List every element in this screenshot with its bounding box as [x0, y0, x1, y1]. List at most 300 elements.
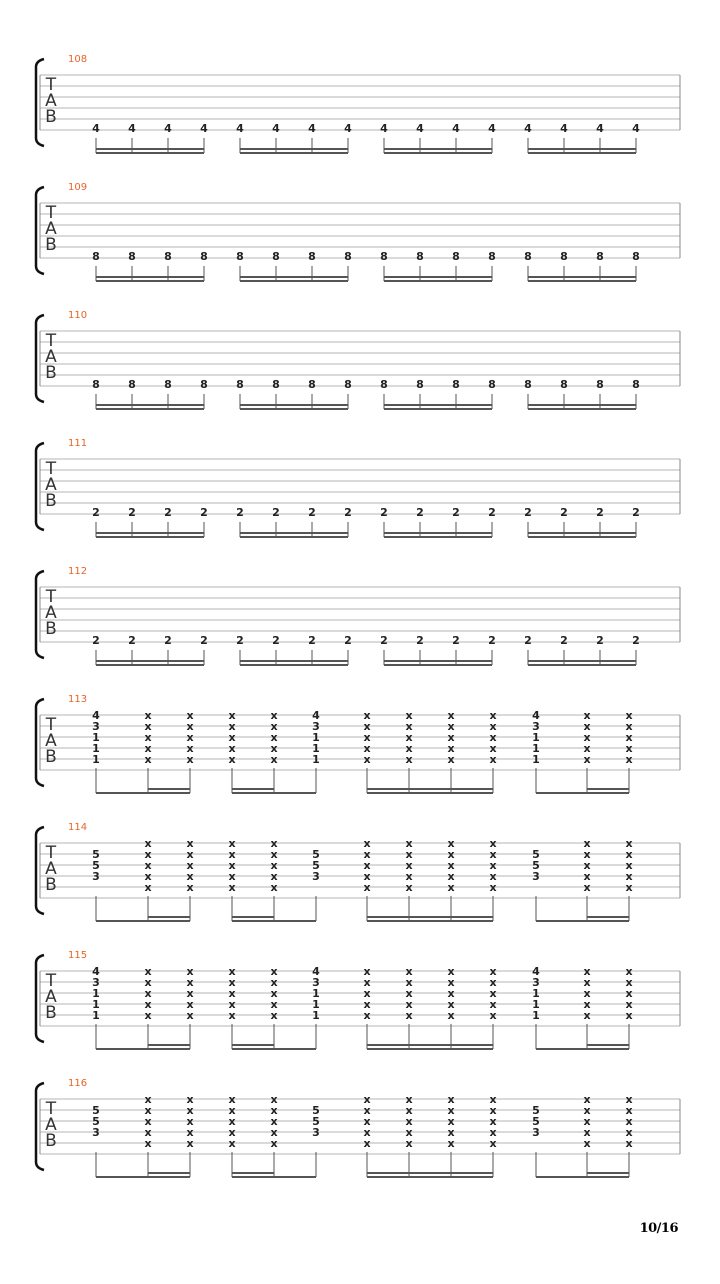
- fret-number: 3: [312, 976, 320, 989]
- dead-note: x: [186, 881, 194, 894]
- dead-note: x: [363, 720, 371, 733]
- dead-note: x: [186, 731, 194, 744]
- fret-number: 4: [532, 965, 540, 978]
- measure-number: 114: [68, 822, 88, 833]
- dead-note: x: [405, 731, 413, 744]
- tab-system: [36, 1078, 680, 1177]
- dead-note: x: [447, 859, 455, 872]
- dead-note: x: [489, 1137, 497, 1150]
- fret-number: 2: [596, 506, 604, 519]
- dead-note: x: [144, 720, 152, 733]
- dead-note: x: [489, 998, 497, 1011]
- tab-clef-letter: B: [45, 235, 57, 255]
- fret-number: 2: [344, 634, 352, 647]
- fret-number: 5: [92, 1104, 100, 1117]
- fret-number: 1: [532, 731, 540, 744]
- dead-note: x: [489, 720, 497, 733]
- fret-number: 1: [312, 731, 320, 744]
- fret-number: 1: [92, 1009, 100, 1022]
- fret-number: 1: [532, 1009, 540, 1022]
- tab-clef-letter: T: [45, 459, 57, 479]
- fret-number: 2: [488, 634, 496, 647]
- dead-note: x: [144, 965, 152, 978]
- dead-note: x: [489, 870, 497, 883]
- measure-number: 110: [68, 310, 88, 321]
- fret-number: 2: [200, 634, 208, 647]
- dead-note: x: [583, 1093, 591, 1106]
- dead-note: x: [447, 1009, 455, 1022]
- fret-number: 8: [524, 250, 532, 263]
- dead-note: x: [186, 965, 194, 978]
- fret-number: 8: [416, 378, 424, 391]
- dead-note: x: [447, 987, 455, 1000]
- dead-note: x: [144, 881, 152, 894]
- dead-note: x: [228, 753, 236, 766]
- dead-note: x: [270, 1093, 278, 1106]
- tab-clef-letter: T: [45, 331, 57, 351]
- dead-note: x: [186, 753, 194, 766]
- dead-note: x: [228, 965, 236, 978]
- dead-note: x: [228, 1137, 236, 1150]
- fret-number: 8: [452, 250, 460, 263]
- dead-note: x: [270, 859, 278, 872]
- tab-clef-letter: A: [45, 1115, 57, 1135]
- dead-note: x: [186, 870, 194, 883]
- dead-note: x: [405, 720, 413, 733]
- tab-clef-letter: B: [45, 363, 57, 383]
- fret-number: 2: [452, 634, 460, 647]
- fret-number: 5: [92, 859, 100, 872]
- fret-number: 1: [532, 753, 540, 766]
- dead-note: x: [489, 1009, 497, 1022]
- dead-note: x: [228, 987, 236, 1000]
- dead-note: x: [447, 720, 455, 733]
- dead-note: x: [447, 998, 455, 1011]
- fret-number: 3: [532, 720, 540, 733]
- fret-number: 1: [312, 753, 320, 766]
- dead-note: x: [186, 1115, 194, 1128]
- dead-note: x: [228, 976, 236, 989]
- dead-note: x: [447, 731, 455, 744]
- fret-number: 3: [92, 720, 100, 733]
- dead-note: x: [625, 1115, 633, 1128]
- tab-clef-letter: A: [45, 731, 57, 751]
- fret-number: 2: [596, 634, 604, 647]
- fret-number: 3: [92, 976, 100, 989]
- dead-note: x: [489, 976, 497, 989]
- dead-note: x: [144, 1126, 152, 1139]
- dead-note: x: [363, 881, 371, 894]
- tab-system: [36, 566, 680, 665]
- dead-note: x: [270, 965, 278, 978]
- fret-number: 8: [596, 250, 604, 263]
- dead-note: x: [583, 837, 591, 850]
- dead-note: x: [186, 1093, 194, 1106]
- dead-note: x: [144, 742, 152, 755]
- fret-number: 5: [312, 859, 320, 872]
- tab-system: [36, 310, 680, 409]
- fret-number: 8: [560, 378, 568, 391]
- dead-note: x: [405, 965, 413, 978]
- dead-note: x: [489, 1115, 497, 1128]
- fret-number: 5: [92, 1115, 100, 1128]
- dead-note: x: [405, 859, 413, 872]
- fret-number: 1: [532, 987, 540, 1000]
- dead-note: x: [405, 1093, 413, 1106]
- tab-clef-letter: A: [45, 987, 57, 1007]
- dead-note: x: [447, 709, 455, 722]
- dead-note: x: [489, 742, 497, 755]
- fret-number: 8: [308, 378, 316, 391]
- dead-note: x: [447, 848, 455, 861]
- fret-number: 8: [488, 378, 496, 391]
- tab-system: [36, 438, 680, 537]
- dead-note: x: [363, 1009, 371, 1022]
- fret-number: 8: [272, 378, 280, 391]
- dead-note: x: [489, 709, 497, 722]
- fret-number: 4: [524, 122, 532, 135]
- measure-number: 108: [68, 54, 88, 65]
- dead-note: x: [228, 709, 236, 722]
- dead-note: x: [583, 753, 591, 766]
- fret-number: 2: [416, 634, 424, 647]
- dead-note: x: [186, 987, 194, 1000]
- dead-note: x: [447, 753, 455, 766]
- fret-number: 5: [92, 848, 100, 861]
- dead-note: x: [363, 1126, 371, 1139]
- dead-note: x: [144, 848, 152, 861]
- fret-number: 2: [308, 634, 316, 647]
- dead-note: x: [363, 1104, 371, 1117]
- dead-note: x: [363, 1115, 371, 1128]
- dead-note: x: [270, 976, 278, 989]
- dead-note: x: [447, 976, 455, 989]
- dead-note: x: [228, 731, 236, 744]
- fret-number: 8: [416, 250, 424, 263]
- dead-note: x: [625, 1093, 633, 1106]
- tab-clef-letter: A: [45, 475, 57, 495]
- dead-note: x: [270, 987, 278, 1000]
- dead-note: x: [625, 976, 633, 989]
- dead-note: x: [186, 742, 194, 755]
- fret-number: 4: [92, 709, 100, 722]
- dead-note: x: [489, 731, 497, 744]
- dead-note: x: [583, 1137, 591, 1150]
- dead-note: x: [270, 998, 278, 1011]
- dead-note: x: [144, 998, 152, 1011]
- fret-number: 4: [596, 122, 604, 135]
- dead-note: x: [405, 1126, 413, 1139]
- fret-number: 8: [308, 250, 316, 263]
- fret-number: 8: [632, 378, 640, 391]
- dead-note: x: [270, 837, 278, 850]
- tab-system: [36, 182, 680, 281]
- dead-note: x: [270, 1009, 278, 1022]
- measure-number: 111: [68, 438, 88, 449]
- dead-note: x: [270, 720, 278, 733]
- dead-note: x: [405, 976, 413, 989]
- dead-note: x: [228, 881, 236, 894]
- dead-note: x: [447, 1104, 455, 1117]
- dead-note: x: [447, 1115, 455, 1128]
- dead-note: x: [447, 870, 455, 883]
- dead-note: x: [625, 998, 633, 1011]
- tab-clef-letter: A: [45, 347, 57, 367]
- dead-note: x: [405, 1115, 413, 1128]
- fret-number: 8: [128, 250, 136, 263]
- measure-number: 109: [68, 182, 88, 193]
- dead-note: x: [583, 742, 591, 755]
- dead-note: x: [363, 987, 371, 1000]
- dead-note: x: [625, 742, 633, 755]
- dead-note: x: [186, 1009, 194, 1022]
- dead-note: x: [186, 998, 194, 1011]
- fret-number: 2: [488, 506, 496, 519]
- dead-note: x: [144, 753, 152, 766]
- dead-note: x: [228, 1126, 236, 1139]
- dead-note: x: [625, 848, 633, 861]
- dead-note: x: [186, 1137, 194, 1150]
- dead-note: x: [270, 753, 278, 766]
- fret-number: 3: [92, 870, 100, 883]
- tab-clef-letter: B: [45, 107, 57, 127]
- dead-note: x: [489, 881, 497, 894]
- dead-note: x: [363, 731, 371, 744]
- dead-note: x: [583, 848, 591, 861]
- dead-note: x: [447, 1093, 455, 1106]
- fret-number: 8: [380, 378, 388, 391]
- tab-clef-letter: A: [45, 91, 57, 111]
- fret-number: 2: [632, 506, 640, 519]
- dead-note: x: [489, 837, 497, 850]
- dead-note: x: [363, 965, 371, 978]
- dead-note: x: [405, 753, 413, 766]
- dead-note: x: [363, 1093, 371, 1106]
- dead-note: x: [625, 1137, 633, 1150]
- tab-system: [36, 694, 680, 793]
- fret-number: 4: [344, 122, 352, 135]
- fret-number: 4: [632, 122, 640, 135]
- fret-number: 5: [532, 848, 540, 861]
- fret-number: 8: [632, 250, 640, 263]
- fret-number: 2: [380, 506, 388, 519]
- page-number: 10/16: [639, 1221, 678, 1236]
- dead-note: x: [405, 709, 413, 722]
- fret-number: 1: [312, 742, 320, 755]
- dead-note: x: [270, 709, 278, 722]
- dead-note: x: [489, 1104, 497, 1117]
- tab-system: [36, 822, 680, 921]
- dead-note: x: [583, 987, 591, 1000]
- tab-clef-letter: B: [45, 1003, 57, 1023]
- tab-clef-letter: B: [45, 1131, 57, 1151]
- dead-note: x: [625, 837, 633, 850]
- dead-note: x: [186, 859, 194, 872]
- dead-note: x: [186, 720, 194, 733]
- dead-note: x: [144, 987, 152, 1000]
- fret-number: 5: [312, 848, 320, 861]
- fret-number: 8: [200, 378, 208, 391]
- dead-note: x: [228, 720, 236, 733]
- fret-number: 3: [532, 870, 540, 883]
- dead-note: x: [405, 837, 413, 850]
- fret-number: 4: [532, 709, 540, 722]
- dead-note: x: [186, 848, 194, 861]
- dead-note: x: [405, 987, 413, 1000]
- fret-number: 4: [416, 122, 424, 135]
- fret-number: 4: [200, 122, 208, 135]
- dead-note: x: [625, 1126, 633, 1139]
- dead-note: x: [270, 1137, 278, 1150]
- fret-number: 8: [452, 378, 460, 391]
- dead-note: x: [228, 848, 236, 861]
- dead-note: x: [228, 1009, 236, 1022]
- fret-number: 2: [416, 506, 424, 519]
- dead-note: x: [583, 1009, 591, 1022]
- fret-number: 8: [164, 250, 172, 263]
- fret-number: 4: [380, 122, 388, 135]
- tab-clef-letter: T: [45, 587, 57, 607]
- dead-note: x: [228, 837, 236, 850]
- fret-number: 8: [560, 250, 568, 263]
- fret-number: 8: [272, 250, 280, 263]
- dead-note: x: [489, 848, 497, 861]
- fret-number: 8: [236, 378, 244, 391]
- dead-note: x: [228, 1093, 236, 1106]
- fret-number: 5: [532, 859, 540, 872]
- fret-number: 3: [312, 720, 320, 733]
- fret-number: 4: [92, 122, 100, 135]
- fret-number: 4: [452, 122, 460, 135]
- dead-note: x: [363, 837, 371, 850]
- fret-number: 2: [452, 506, 460, 519]
- dead-note: x: [363, 1137, 371, 1150]
- fret-number: 2: [92, 506, 100, 519]
- fret-number: 4: [236, 122, 244, 135]
- dead-note: x: [405, 742, 413, 755]
- dead-note: x: [228, 870, 236, 883]
- dead-note: x: [228, 1115, 236, 1128]
- dead-note: x: [363, 998, 371, 1011]
- dead-note: x: [186, 837, 194, 850]
- measure-number: 115: [68, 950, 88, 961]
- dead-note: x: [625, 1104, 633, 1117]
- fret-number: 3: [532, 1126, 540, 1139]
- tab-clef-letter: A: [45, 219, 57, 239]
- fret-number: 8: [200, 250, 208, 263]
- dead-note: x: [270, 731, 278, 744]
- dead-note: x: [583, 881, 591, 894]
- tab-clef-letter: T: [45, 971, 57, 991]
- fret-number: 5: [532, 1115, 540, 1128]
- dead-note: x: [583, 709, 591, 722]
- dead-note: x: [363, 848, 371, 861]
- tab-clef-letter: T: [45, 203, 57, 223]
- dead-note: x: [583, 731, 591, 744]
- fret-number: 1: [92, 753, 100, 766]
- fret-number: 1: [532, 742, 540, 755]
- fret-number: 3: [92, 1126, 100, 1139]
- fret-number: 2: [344, 506, 352, 519]
- fret-number: 8: [164, 378, 172, 391]
- tab-clef-letter: B: [45, 491, 57, 511]
- dead-note: x: [489, 753, 497, 766]
- tab-clef-letter: A: [45, 859, 57, 879]
- dead-note: x: [144, 709, 152, 722]
- dead-note: x: [363, 859, 371, 872]
- dead-note: x: [447, 881, 455, 894]
- dead-note: x: [625, 753, 633, 766]
- dead-note: x: [405, 848, 413, 861]
- fret-number: 5: [312, 1115, 320, 1128]
- fret-number: 1: [312, 1009, 320, 1022]
- measure-number: 112: [68, 566, 88, 577]
- dead-note: x: [447, 1126, 455, 1139]
- dead-note: x: [270, 742, 278, 755]
- dead-note: x: [625, 987, 633, 1000]
- fret-number: 4: [312, 965, 320, 978]
- dead-note: x: [363, 976, 371, 989]
- dead-note: x: [228, 859, 236, 872]
- fret-number: 2: [560, 634, 568, 647]
- dead-note: x: [447, 742, 455, 755]
- fret-number: 5: [532, 1104, 540, 1117]
- dead-note: x: [447, 1137, 455, 1150]
- tab-clef-letter: A: [45, 603, 57, 623]
- dead-note: x: [144, 1009, 152, 1022]
- dead-note: x: [625, 1009, 633, 1022]
- dead-note: x: [144, 1093, 152, 1106]
- dead-note: x: [144, 731, 152, 744]
- fret-number: 2: [560, 506, 568, 519]
- dead-note: x: [405, 870, 413, 883]
- dead-note: x: [270, 870, 278, 883]
- fret-number: 4: [312, 709, 320, 722]
- dead-note: x: [625, 709, 633, 722]
- tab-clef-letter: T: [45, 715, 57, 735]
- tab-system: [36, 950, 680, 1049]
- fret-number: 2: [272, 634, 280, 647]
- dead-note: x: [270, 1104, 278, 1117]
- fret-number: 2: [236, 634, 244, 647]
- dead-note: x: [583, 1126, 591, 1139]
- fret-number: 2: [128, 506, 136, 519]
- fret-number: 1: [312, 998, 320, 1011]
- fret-number: 1: [92, 731, 100, 744]
- dead-note: x: [583, 998, 591, 1011]
- dead-note: x: [270, 881, 278, 894]
- fret-number: 1: [92, 998, 100, 1011]
- fret-number: 2: [380, 634, 388, 647]
- dead-note: x: [270, 1115, 278, 1128]
- dead-note: x: [144, 1115, 152, 1128]
- dead-note: x: [363, 753, 371, 766]
- dead-note: x: [144, 870, 152, 883]
- fret-number: 4: [164, 122, 172, 135]
- fret-number: 8: [128, 378, 136, 391]
- dead-note: x: [186, 709, 194, 722]
- dead-note: x: [625, 881, 633, 894]
- fret-number: 2: [272, 506, 280, 519]
- dead-note: x: [186, 1126, 194, 1139]
- dead-note: x: [405, 1137, 413, 1150]
- fret-number: 2: [524, 634, 532, 647]
- dead-note: x: [144, 976, 152, 989]
- dead-note: x: [405, 998, 413, 1011]
- dead-note: x: [583, 720, 591, 733]
- fret-number: 8: [488, 250, 496, 263]
- fret-number: 1: [312, 987, 320, 1000]
